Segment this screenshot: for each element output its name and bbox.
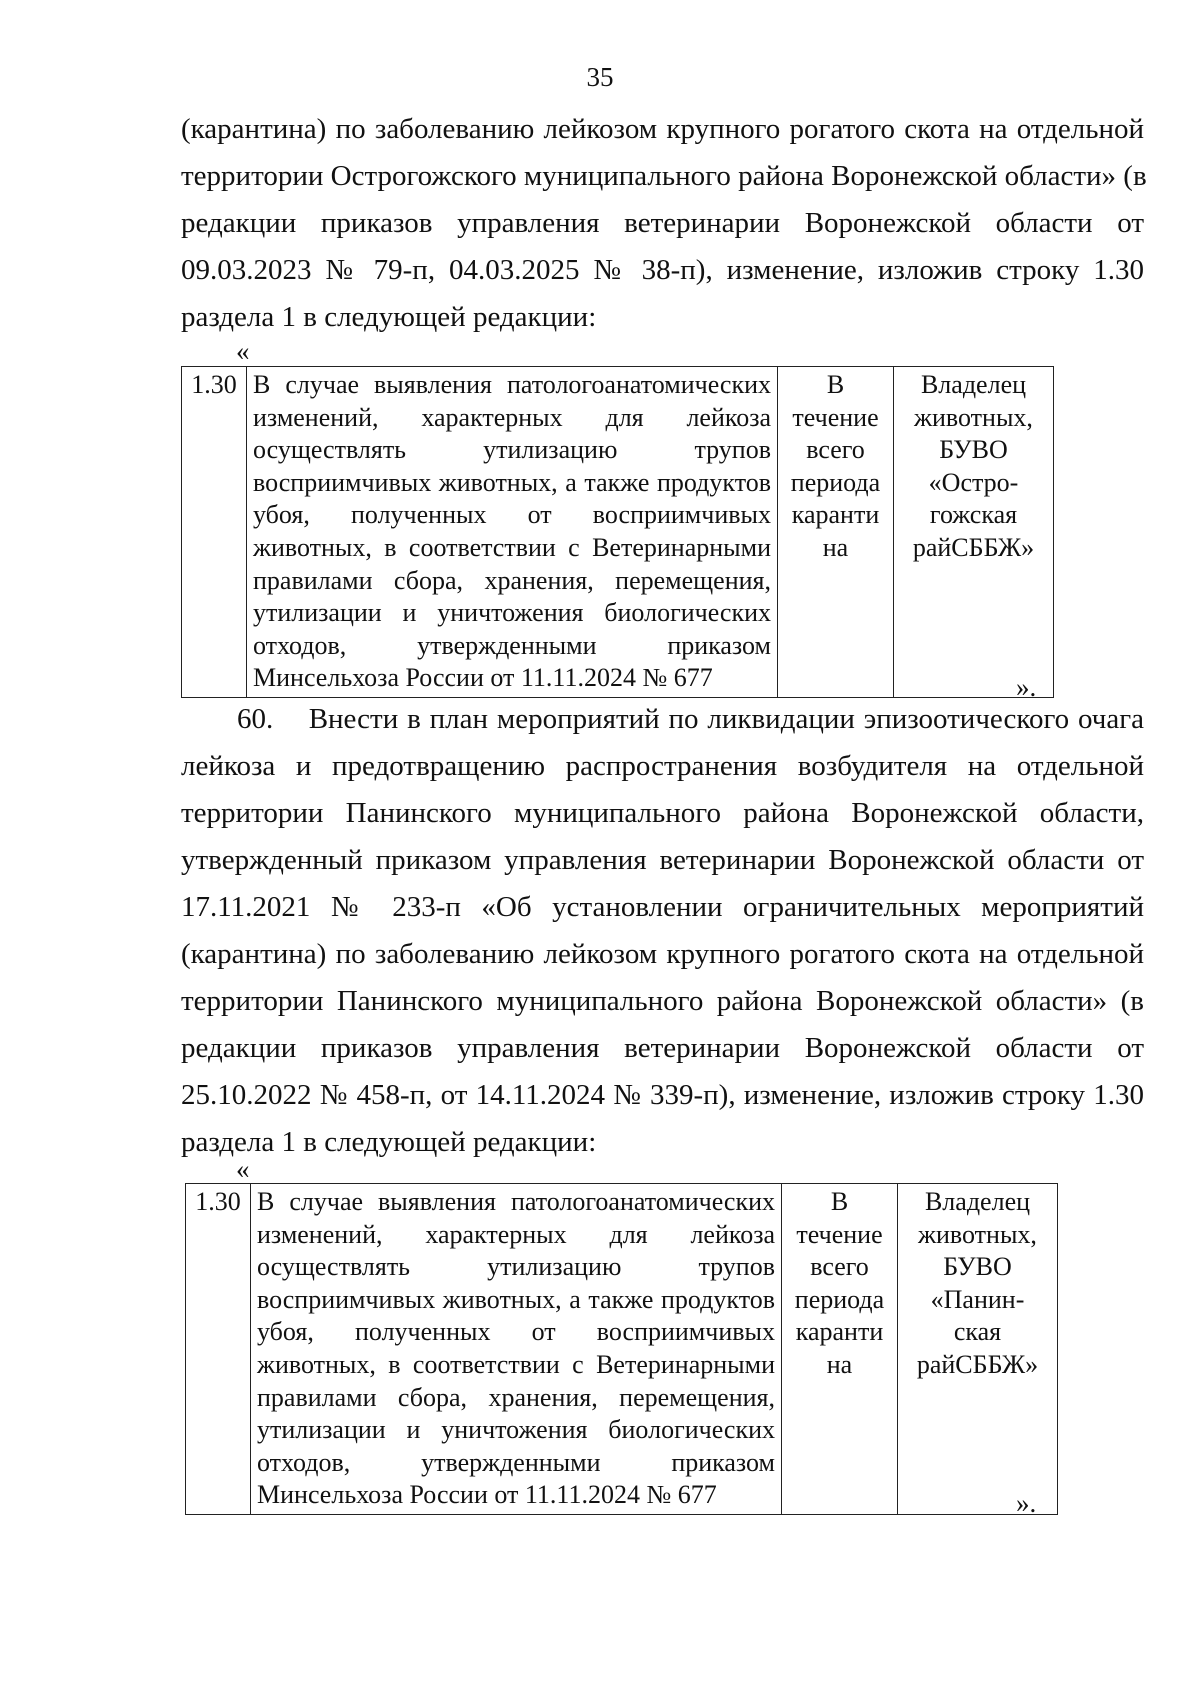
paragraph-line: (карантина) по заболеванию лейкозом крупного рогатого скота на отдельной bbox=[181, 938, 1144, 970]
cell-line: Минсельхоза России от 11.11.2024 № 677 bbox=[253, 663, 713, 693]
paragraph-line: лейкоза и предотвращению распространения возбудителя на отдельной bbox=[181, 750, 1144, 782]
row-number: 1.30 bbox=[186, 1184, 251, 1515]
close-quote: ». bbox=[1016, 672, 1037, 702]
cell-line: БУВО bbox=[939, 435, 1008, 465]
item-number: 60. bbox=[237, 703, 274, 735]
rule-table-2 bbox=[185, 1183, 1058, 1515]
cell-line: утилизации и уничтожения биологических bbox=[253, 598, 771, 628]
cell-line: Владелец bbox=[920, 370, 1027, 399]
cell-line: райСББЖ» bbox=[916, 1349, 1039, 1379]
responsible-cell bbox=[894, 367, 1054, 698]
cell-line: осуществлять утилизацию трупов bbox=[253, 435, 771, 465]
open-quote: « bbox=[236, 1154, 250, 1184]
cell-line: всего bbox=[806, 435, 865, 465]
cell-line: осуществлять утилизацию трупов bbox=[257, 1252, 775, 1282]
paragraph-line: (карантина) по заболеванию лейкозом крупного рогатого скота на отдельной bbox=[181, 113, 1144, 145]
cell-line: периода bbox=[790, 467, 881, 497]
cell-line: правилами сбора, хранения, перемещения, bbox=[253, 565, 771, 595]
cell-line: изменений, характерных для лейкоза bbox=[253, 402, 771, 432]
intro-paragraph bbox=[181, 106, 1147, 341]
paragraph-line: редакции приказов управления ветеринарии Воронежской области от bbox=[181, 1032, 1144, 1064]
paragraph-line bbox=[181, 696, 1144, 743]
measure-text bbox=[247, 367, 778, 698]
cell-line: райСББЖ» bbox=[912, 532, 1035, 562]
cell-line: правилами сбора, хранения, перемещения, bbox=[257, 1382, 775, 1412]
cell-line: отходов, утвержденными приказом bbox=[257, 1447, 775, 1477]
paragraph-line: раздела 1 в следующей редакции: bbox=[181, 1126, 597, 1158]
cell-line: изменений, характерных для лейкоза bbox=[257, 1219, 775, 1249]
paragraph-line: раздела 1 в следующей редакции: bbox=[181, 301, 597, 333]
page-number: 35 bbox=[586, 62, 614, 92]
cell-line: животных, bbox=[918, 1219, 1037, 1249]
cell-line: отходов, утвержденными приказом bbox=[253, 630, 771, 660]
cell-line: «Панин- bbox=[930, 1284, 1025, 1314]
cell-line: течение bbox=[796, 1219, 883, 1249]
paragraph-line: территории Панинского муниципального района Воронежской области» (в bbox=[181, 985, 1144, 1017]
rule-table-1 bbox=[181, 366, 1054, 698]
cell-line: животных, в соответствии с Ветеринарными bbox=[253, 532, 771, 562]
cell-line: восприимчивых животных, а также продуктов bbox=[257, 1284, 775, 1314]
term-cell bbox=[782, 1184, 898, 1515]
cell-line: течение bbox=[792, 402, 879, 432]
cell-line: Владелец bbox=[924, 1187, 1031, 1216]
item-60-paragraph bbox=[181, 696, 1144, 1166]
cell-line: животных, bbox=[914, 402, 1033, 432]
open-quote: « bbox=[236, 336, 250, 366]
cell-line: В bbox=[830, 1187, 849, 1216]
responsible-cell bbox=[898, 1184, 1058, 1515]
row-number: 1.30 bbox=[182, 367, 247, 698]
table-row bbox=[186, 1184, 1058, 1515]
cell-line: убоя, полученных от восприимчивых bbox=[257, 1317, 775, 1347]
cell-line: ская bbox=[953, 1317, 1002, 1347]
paragraph-line: 25.10.2022 № 458-п, от 14.11.2024 № 339-п), изменение, изложив строку 1.30 bbox=[181, 1079, 1144, 1111]
cell-line: В bbox=[826, 370, 845, 399]
measure-text bbox=[251, 1184, 782, 1515]
term-cell bbox=[778, 367, 894, 698]
cell-line: В случае выявления патологоанатомических bbox=[253, 370, 771, 399]
cell-line: утилизации и уничтожения биологических bbox=[257, 1415, 775, 1445]
cell-line: В случае выявления патологоанатомических bbox=[257, 1187, 775, 1216]
cell-line: всего bbox=[810, 1252, 869, 1282]
cell-line: животных, в соответствии с Ветеринарными bbox=[257, 1349, 775, 1379]
cell-line: каранти bbox=[795, 1317, 884, 1347]
paragraph-line: 09.03.2023 № 79-п, 04.03.2025 № 38-п), изменение, изложив строку 1.30 bbox=[181, 254, 1144, 286]
cell-line: БУВО bbox=[943, 1252, 1012, 1282]
cell-line: убоя, полученных от восприимчивых bbox=[253, 500, 771, 530]
table-row bbox=[182, 367, 1054, 698]
paragraph-line: территории Острогожского муниципального района Воронежской области» (в bbox=[181, 160, 1147, 192]
paragraph-line: 17.11.2021 № 233-п «Об установлении ограничительных мероприятий bbox=[181, 891, 1144, 923]
paragraph-line: утвержденный приказом управления ветеринарии Воронежской области от bbox=[181, 844, 1144, 876]
cell-line: периода bbox=[794, 1284, 885, 1314]
cell-line: восприимчивых животных, а также продуктов bbox=[253, 467, 771, 497]
paragraph-line: территории Панинского муниципального района Воронежской области, bbox=[181, 797, 1144, 829]
cell-line: «Остро- bbox=[928, 467, 1019, 497]
cell-line: каранти bbox=[791, 500, 880, 530]
cell-line: на bbox=[826, 1349, 853, 1379]
cell-line: Минсельхоза России от 11.11.2024 № 677 bbox=[257, 1480, 717, 1510]
paragraph-line: редакции приказов управления ветеринарии Воронежской области от bbox=[181, 207, 1144, 239]
item-first-line: Внести в план мероприятий по ликвидации эпизоотического очага bbox=[308, 703, 1144, 735]
close-quote: ». bbox=[1016, 1488, 1037, 1518]
cell-line: гожская bbox=[929, 500, 1018, 530]
cell-line: на bbox=[822, 532, 849, 562]
